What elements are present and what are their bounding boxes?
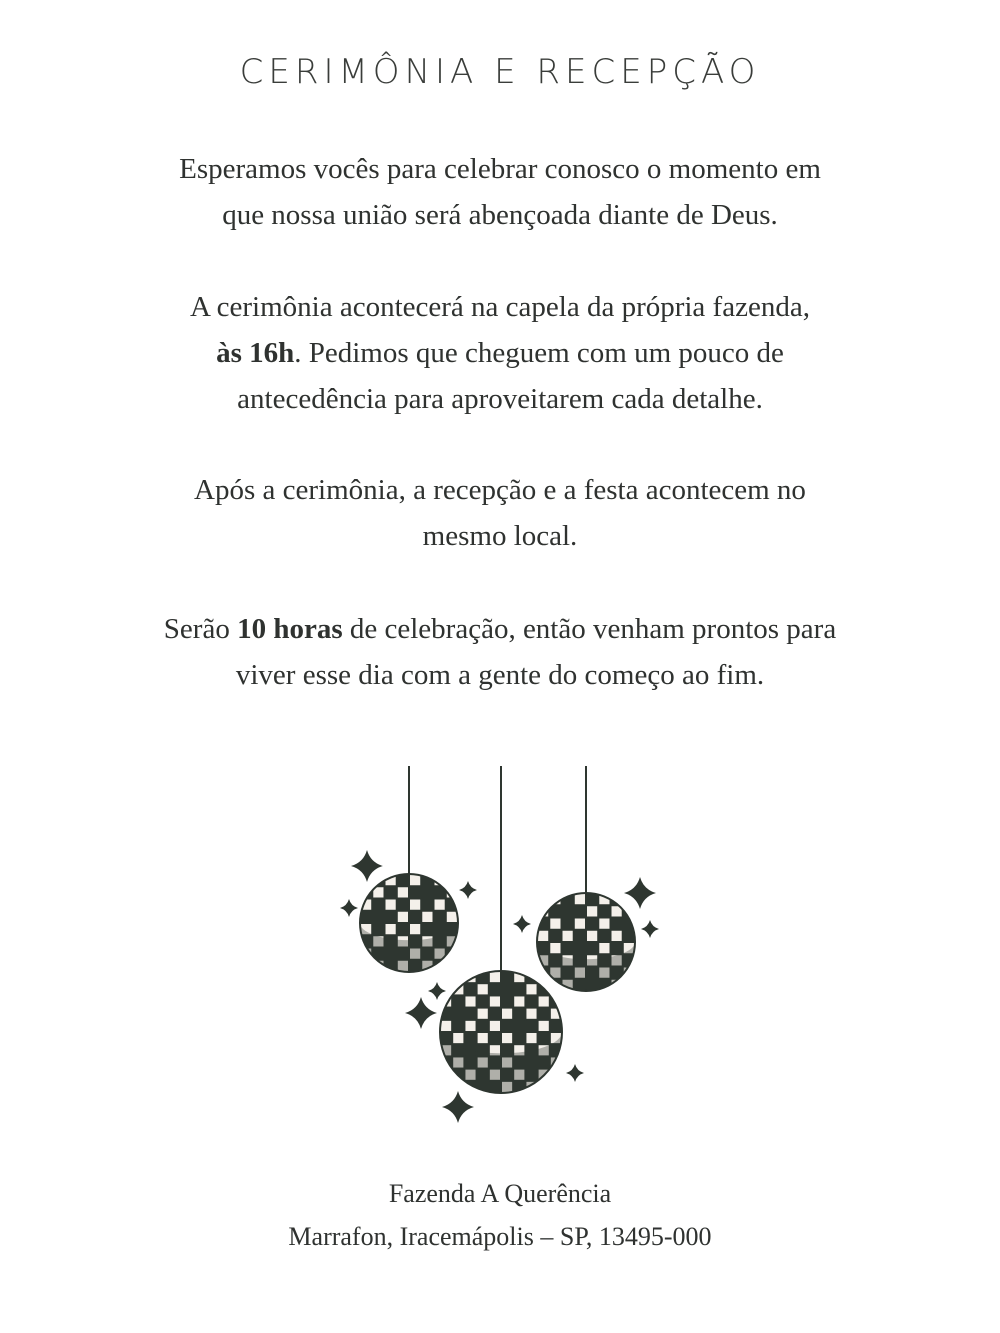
venue-location: Marrafon, Iracemápolis – SP, 13495-000	[288, 1222, 712, 1251]
reception-line-1: Após a cerimônia, a recepção e a festa acontecem no	[194, 474, 806, 506]
reception-line-2: mesmo local.	[422, 520, 578, 552]
welcome-line-1: Esperamos vocês para celebrar conosco o momento em	[179, 153, 821, 185]
duration-paragraph	[100, 606, 900, 698]
welcome-line-2: que nossa união será abençoada diante de Deus.	[222, 199, 778, 231]
duration-line-start: Serão	[163, 613, 238, 645]
welcome-paragraph	[100, 146, 900, 238]
ceremony-line-2: . Pedimos que cheguem com um pouco de	[294, 337, 784, 369]
address-block	[0, 1172, 1000, 1258]
reception-paragraph	[100, 467, 900, 559]
page-title: CERIMÔNIA E RECEPÇÃO	[239, 52, 761, 92]
disco-ball-right	[537, 893, 635, 991]
duration-line-2: viver esse dia com a gente do começo ao fim.	[235, 659, 765, 691]
venue-name: Fazenda A Querência	[388, 1179, 612, 1208]
disco-ball-left	[360, 874, 458, 972]
ceremony-paragraph	[100, 284, 900, 422]
ceremony-time: às 16h	[216, 337, 295, 369]
duration-hours: 10 horas	[237, 613, 343, 645]
disco-ball-center	[440, 971, 562, 1093]
duration-line-1: de celebração, então venham prontos para	[342, 613, 837, 645]
ceremony-line-1: A cerimônia acontecerá na capela da própria fazenda,	[190, 291, 810, 323]
ceremony-line-3: antecedência para aproveitarem cada detalhe.	[237, 383, 763, 415]
disco-balls-icon	[330, 760, 670, 1140]
